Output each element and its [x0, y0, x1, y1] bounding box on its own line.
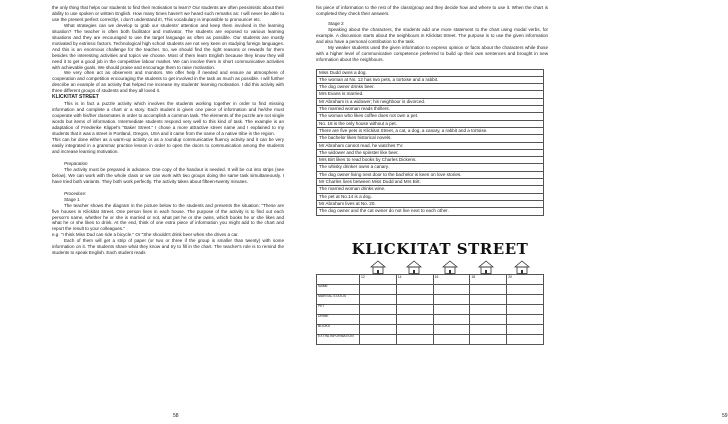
statement-cell: There are five pets in Klickitat Street, a cat, a dog, a canary, a rabbit and a tortoise. — [317, 127, 544, 134]
statement-cell: The whisky drinker owns a canary. — [317, 164, 544, 171]
house-number-cell: 12 — [360, 274, 397, 284]
statement-cell: The bachelor likes historical novels. — [317, 135, 544, 142]
statement-row — [317, 120, 544, 127]
grid-empty-cell — [470, 324, 507, 334]
house-icon — [406, 260, 422, 274]
statement-cell: Mr Abraham lives at No. 20. — [317, 200, 544, 207]
grid-empty-cell — [507, 334, 544, 344]
paragraph: The teacher shows the diagram in the picture below to the students and presents the situation: "These are five houses in Klickitat Street. One person lives in each house. The purpose of the activity is to find out each person's name, whether he or she is married or not, what pet he or she owns, which books he or she likes and what he or she likes to drink. At the end, think of one extra piece of information you might add to the chart and report the result to your colleagues." — [52, 202, 284, 232]
statement-row — [317, 142, 544, 149]
grid-empty-cell — [396, 284, 433, 294]
grid-empty-cell — [507, 314, 544, 324]
grid-empty-cell — [433, 334, 470, 344]
page-number: 58 — [173, 413, 179, 419]
grid-empty-cell — [470, 334, 507, 344]
statement-cell: Mr Charles lives between Miss Dudd and Mrs Birt. — [317, 179, 544, 186]
grid-row — [317, 314, 544, 324]
house-icon — [514, 260, 530, 274]
statement-cell: The married woman reads thrillers. — [317, 106, 544, 113]
paragraph: Speaking about the characters, the students add one more statement to the chart using modal verbs, for example. A discussion starts about the neighbours in Klickitat Street. The purpose is to use the given information and also have a personal contribution to the task. — [316, 26, 548, 44]
house-number-cell: 20 — [507, 274, 544, 284]
grid-empty-cell — [507, 324, 544, 334]
grid-empty-cell — [433, 324, 470, 334]
statement-row — [317, 127, 544, 134]
grid-empty-cell — [507, 284, 544, 294]
grid-empty-cell — [470, 294, 507, 304]
left-text-column — [52, 5, 284, 256]
grid-empty-cell — [433, 284, 470, 294]
paragraph: Each of them will get a strip of paper (or two or three if the group is smaller than twenty) with some information on it. The students share what they know and try to fill in the chart. The teacher's role is to remind the students to speak English. Each student reads — [52, 238, 284, 256]
statement-row — [317, 186, 544, 193]
grid-empty-cell — [507, 294, 544, 304]
statement-cell: Miss Dudd owns a dog. — [317, 69, 544, 76]
grid-row — [317, 304, 544, 314]
statement-strips-table — [316, 69, 544, 216]
grid-empty-cell — [396, 334, 433, 344]
grid-row-label: NAME — [317, 284, 360, 294]
paragraph: his piece of information to the rest of the class/group and they decide how and where to use it. When the chart is completed they check their answers. — [316, 5, 548, 16]
grid-row — [317, 334, 544, 344]
statement-row — [317, 91, 544, 98]
statement-row — [317, 179, 544, 186]
stage-label: Stage 2 — [328, 20, 344, 26]
grid-empty-cell — [396, 304, 433, 314]
grid-empty-cell — [360, 324, 397, 334]
statement-cell: The married woman drinks wine. — [317, 186, 544, 193]
statement-row — [317, 164, 544, 171]
grid-empty-cell — [396, 314, 433, 324]
grid-empty-cell — [360, 294, 397, 304]
paragraph: the only thing that helps our students to find their motivation to learn? Our students are often pessimistic about their ability to use spoken or written English. How many times haven't we heard such remarks as: I will never be able to use the present perfect correctly!, I don't understand it!, This vocabulary is impossible to pronounce! etc. — [52, 5, 284, 22]
grid-row — [317, 294, 544, 304]
grid-empty-cell — [470, 284, 507, 294]
grid-empty-cell — [507, 304, 544, 314]
grid-row — [317, 324, 544, 334]
statement-row — [317, 84, 544, 91]
statement-cell: Mr Abraham is a widower; his neighbour is divorced. — [317, 98, 544, 105]
house-icon — [442, 260, 458, 274]
grid-empty-cell — [433, 294, 470, 304]
statement-cell: The woman who likes coffee does not own a pet. — [317, 113, 544, 120]
statement-row — [317, 171, 544, 178]
grid-row-label: EXTRA INFORMATION — [317, 334, 360, 344]
grid-empty-cell — [433, 304, 470, 314]
statement-row — [317, 113, 544, 120]
paragraph: This is in fact a puzzle activity which involves the students working together in order to find missing information and complete a chart or a story. Each student is given one piece of information and he/she must cooperate with his/her classmates in order to accomplish a common task. The elements of the puzzle are not single words but items of information. Intermediate students respond very well to this kind of task. The example is an adaptation of Friederike Klippel's "Baker Street." I chose a more attractive street name and I explained to my students that it was a street in Portland, Oregon, USA and it came from the name of a native tribe in the region. — [52, 101, 284, 137]
statement-cell: No. 18 is the only house without a pet. — [317, 120, 544, 127]
statement-cell: The dog owner drinks beer. — [317, 84, 544, 91]
statement-row — [317, 200, 544, 207]
klickitat-street-diagram — [316, 240, 544, 345]
left-page — [0, 0, 300, 424]
grid-empty-cell — [396, 324, 433, 334]
grid-empty-cell — [396, 294, 433, 304]
stage-label: Stage 1 — [64, 196, 80, 202]
statement-cell: Mrs Birt likes to read books by Charles Dickens. — [317, 157, 544, 164]
grid-row-label: MARITAL STATUS — [317, 294, 360, 304]
statement-cell: Mr Abraham cannot read, he watches TV. — [317, 142, 544, 149]
grid-empty-cell — [360, 334, 397, 344]
procedure-label: Procedure: — [64, 190, 87, 196]
statement-cell: The dog owner and the cat owner do not live next to each other. — [317, 208, 544, 215]
paragraph: The activity must be prepared in advance. One copy of the handout is needed. It will be cut into strips (see below). We can work with the whole class or we can work with two groups doing the same task simultaneously. I have tried both variants. They both work perfectly. The activity takes about fifteen-twenty minutes. — [52, 166, 284, 184]
grid-row — [317, 284, 544, 294]
statement-cell: The dog owner living next door to the bachelor is keen on love stories. — [317, 171, 544, 178]
statement-cell: The pet at No.14 is a dog. — [317, 193, 544, 200]
street-title: KLICKITAT STREET — [351, 239, 529, 258]
grid-row-label: DRINK — [317, 314, 360, 324]
paragraph: My weaker students used the given information to express opinion or facts about the characters while those with a higher level of communicative competence preferred to build up their own sentences and brought in new information about the neighbours. — [316, 44, 548, 62]
paragraph: What strategies can we develop to grab our students' attention and keep them involved in the learning situation? The teacher is often both facilitator and motivator. The students are exposed to various learning situations and they are encouraged to use the target language as often as possible. Our students are mostly motivated by extrinsic factors. Technological high school students are not very keen on studying foreign languages. And this is an enormous challenge for the teacher. So, we should find the right reasons or rewards for them besides the interesting activities and topics we choose. Most of them learn English because they know they will need it to get a good job in the competitive labour market. We can involve them in short communicative activities with achievable goals. We should praise and encourage them to raise motivation. — [52, 22, 284, 70]
statement-row — [317, 69, 544, 76]
right-text-column — [316, 5, 548, 63]
section-heading: KLICKITAT STREET — [52, 94, 99, 101]
grid-empty-cell — [360, 314, 397, 324]
statement-cell: The woman at No. 12 has two pets, a tortoise and a rabbit. — [317, 76, 544, 83]
paragraph: e.g. "I think Miss Dud can ride a bicycle." Or "She shouldn't drink beer when she drives a car. — [52, 232, 239, 238]
statement-row — [317, 76, 544, 83]
grid-empty-cell — [360, 284, 397, 294]
statement-cell: Mrs Evans is married. — [317, 91, 544, 98]
statement-row — [317, 106, 544, 113]
paragraph: This can be done either as a warm-up activity or as a roundup communicative fluency activity and it can be very easily integrated in a grammar practice lesson in order to open the doors to communication among the students and increase learning motivation. — [52, 137, 284, 154]
statement-row — [317, 157, 544, 164]
right-page — [300, 0, 728, 424]
grid-row-label: PET — [317, 304, 360, 314]
grid-empty-cell — [470, 304, 507, 314]
grid-row-label: BOOKS — [317, 324, 360, 334]
grid-empty-cell — [360, 304, 397, 314]
house-icon — [370, 260, 386, 274]
street-chart-grid — [316, 274, 544, 345]
house-icon — [478, 260, 494, 274]
statement-row — [317, 193, 544, 200]
houses-row — [364, 258, 544, 274]
page-number: 59 — [722, 413, 728, 419]
statement-row — [317, 98, 544, 105]
grid-empty-cell — [470, 314, 507, 324]
grid-corner-cell — [317, 274, 360, 284]
statement-row — [317, 208, 544, 215]
statement-row — [317, 149, 544, 156]
house-number-cell: 18 — [470, 274, 507, 284]
grid-empty-cell — [433, 314, 470, 324]
house-number-cell: 14 — [396, 274, 433, 284]
house-number-cell: 16 — [433, 274, 470, 284]
paragraph: We very often act as observers and monitors. We offer help if needed and ensure an atmosphere of cooperation and competition encouraging the students to get involved in the task as much as possible. I will further describe an example of an activity that helped me increase my students' learning motivation. I did this activity with three different groups of students and they all loved it. — [52, 70, 284, 94]
statement-row — [317, 135, 544, 142]
statement-cell: The widower and the spinster like beer. — [317, 149, 544, 156]
preparation-label: Preparation — [64, 160, 88, 166]
